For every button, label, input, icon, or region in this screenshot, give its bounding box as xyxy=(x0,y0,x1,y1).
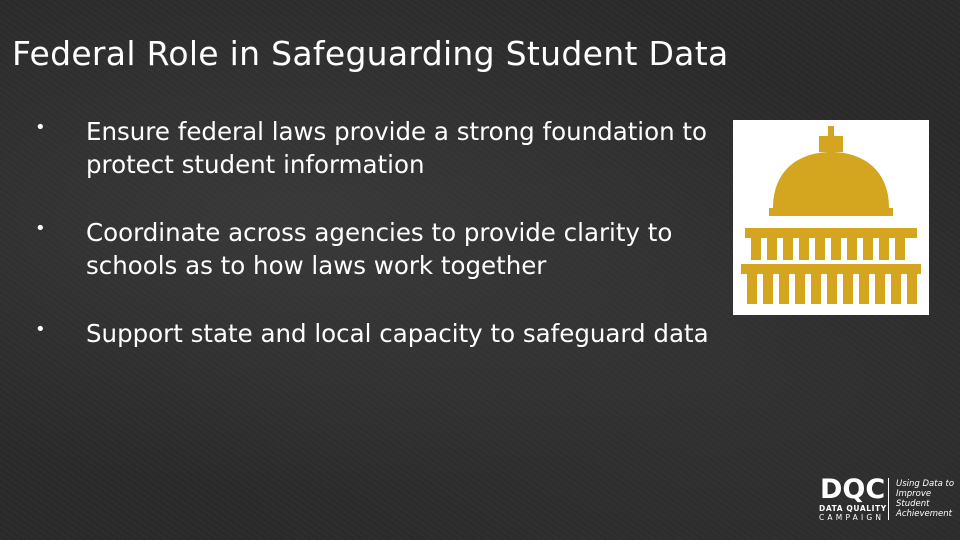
logo-tagline: Using Data to Improve Student Achievement xyxy=(896,479,955,519)
logo-line-1: DATA QUALITY xyxy=(819,504,887,513)
logo-wordmark: DQC xyxy=(820,474,886,505)
dqc-logo xyxy=(818,476,953,522)
bullet-marker: • xyxy=(35,319,46,340)
bullet-marker: • xyxy=(35,218,46,239)
bullet-text: Coordinate across agencies to provide clarity to schools as to how laws work together xyxy=(86,218,673,280)
bullet-marker: • xyxy=(35,117,46,138)
capitol-building-icon xyxy=(733,120,929,315)
slide-title: Federal Role in Safeguarding Student Data xyxy=(12,34,729,73)
logo-line-2: CAMPAIGN xyxy=(819,513,885,522)
bullet-text: Ensure federal laws provide a strong foundation to protect student information xyxy=(86,117,708,179)
logo-divider xyxy=(888,478,889,520)
capitol-building-graphic xyxy=(733,120,929,315)
bullet-text: Support state and local capacity to safeguard data xyxy=(86,319,709,348)
